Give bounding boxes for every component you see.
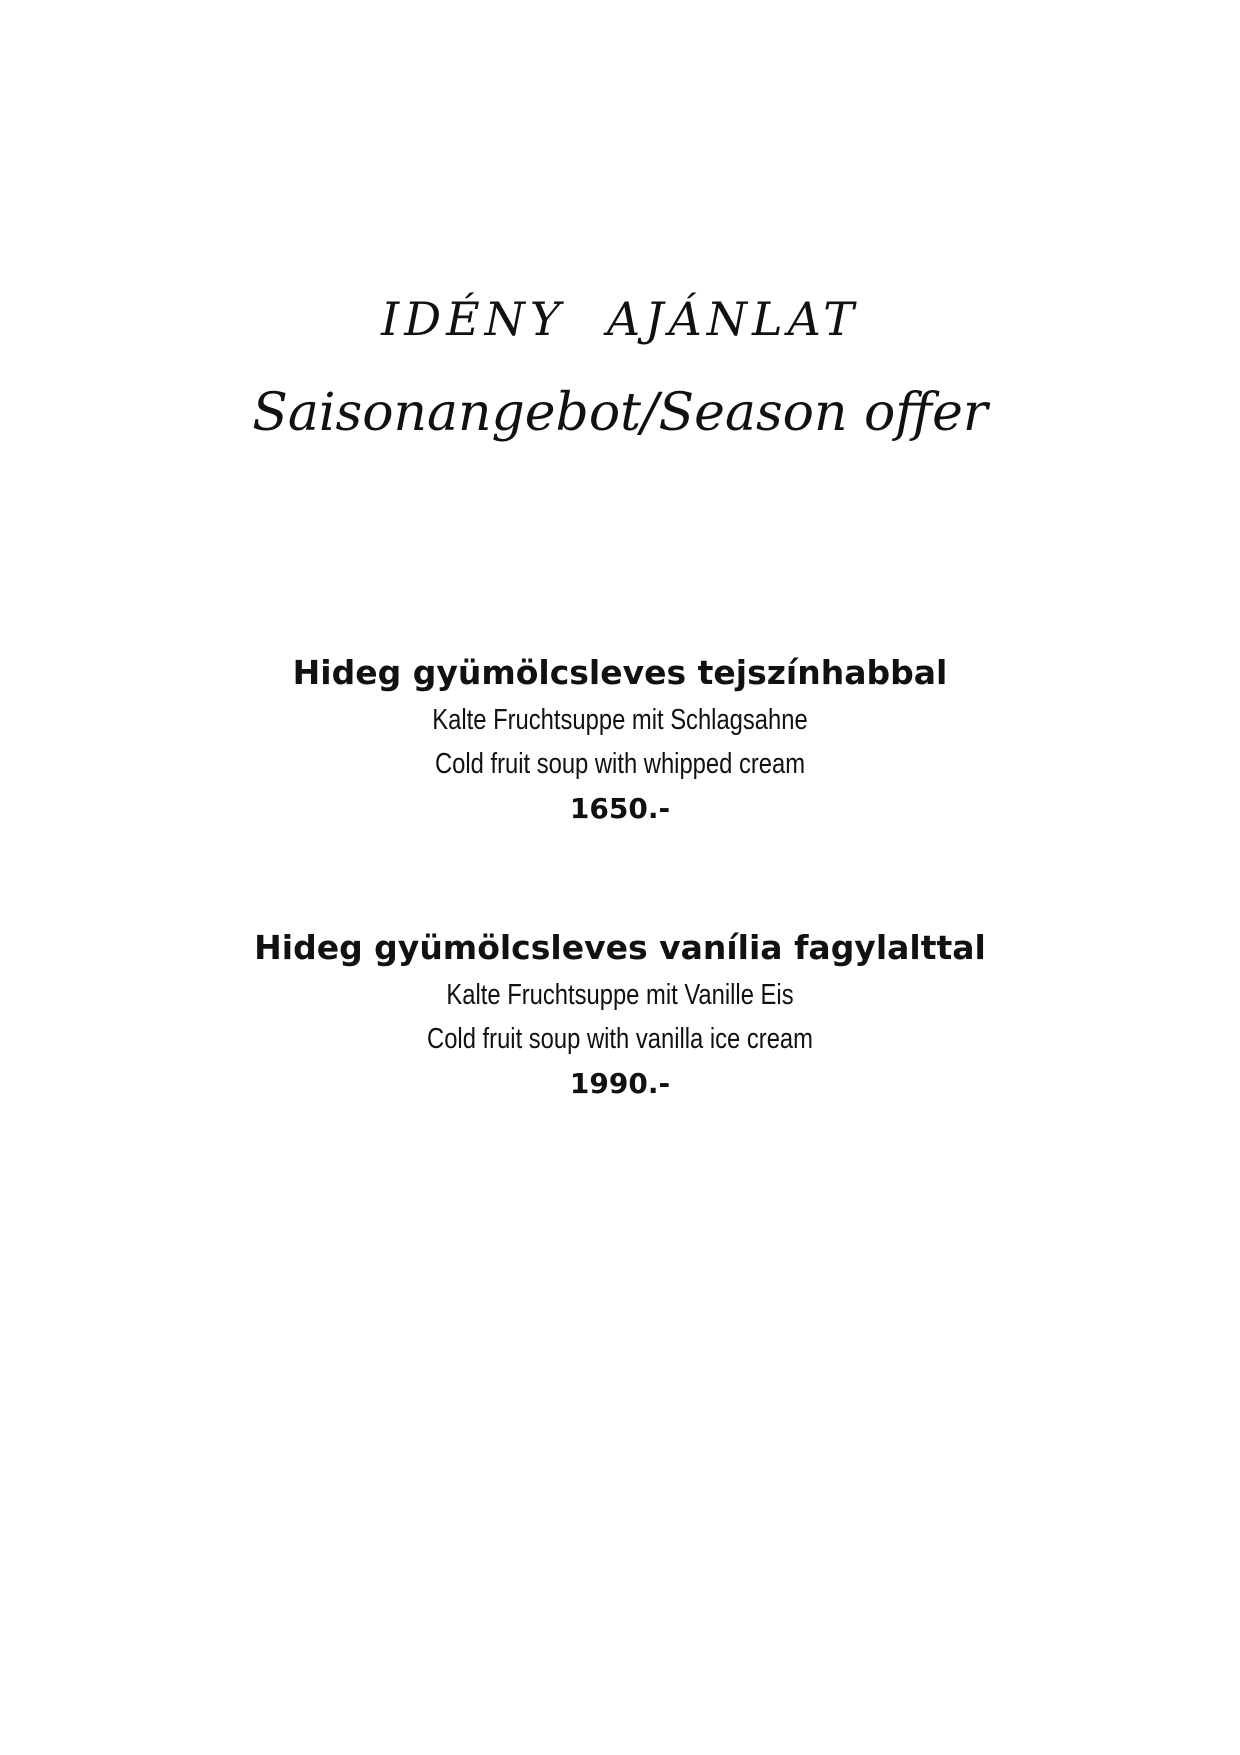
menu-item bbox=[0, 648, 1240, 832]
menu-item-price: 1650.- bbox=[569, 792, 671, 825]
menu-item-price: 1990.- bbox=[569, 1067, 671, 1100]
menu-item-german: Kalte Fruchtsuppe mit Schlagsahne bbox=[432, 704, 808, 736]
menu-subtitle: Saisonangebot/Season offer bbox=[252, 383, 988, 443]
menu-item-english: Cold fruit soup with vanilla ice cream bbox=[427, 1023, 813, 1055]
menu-item-name: Hideg gyümölcsleves vanília fagylalttal bbox=[254, 928, 986, 967]
menu-item-german: Kalte Fruchtsuppe mit Vanille Eis bbox=[446, 979, 794, 1011]
menu-title: IDÉNY AJÁNLAT bbox=[381, 292, 859, 346]
menu-item-english: Cold fruit soup with whipped cream bbox=[434, 748, 806, 780]
menu-item-name: Hideg gyümölcsleves tejszínhabbal bbox=[292, 653, 948, 692]
menu-item bbox=[0, 923, 1240, 1107]
